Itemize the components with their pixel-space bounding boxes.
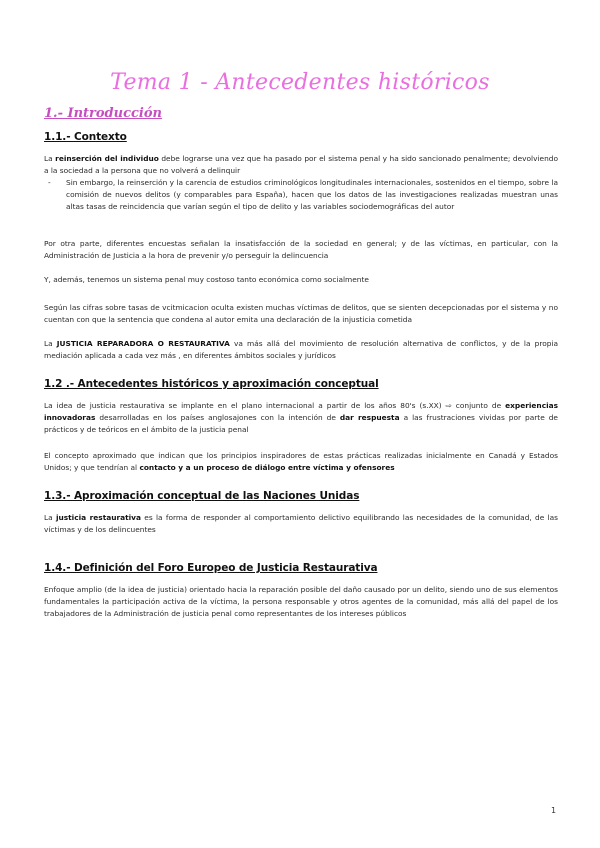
paragraph-justicia-reparadora	[44, 338, 558, 362]
page-number: 1	[551, 806, 557, 815]
paragraph-encuestas: Por otra parte, diferentes encuestas señalan la insatisfacción de la sociedad en general; y de las víctimas, en particular, con la Administración de Justicia a la hora de prevenir y/o perseguir la delincuencia	[44, 239, 558, 260]
text: La	[44, 513, 53, 522]
bold-text: experiencias innovadoras	[44, 401, 558, 422]
text: debe lograrse una vez que ha pasado por el sistema penal y ha sido sancionado penalmente; devolviendo a la sociedad a la persona que no volverá a delinquir	[44, 154, 558, 175]
bold-text: JUSTICIA REPARADORA O RESTAURATIVA	[56, 339, 230, 348]
text: es la forma de responder al comportamiento delictivo equilibrando las necesidades de la comunidad, de las víctimas y de los delincuentes	[44, 513, 558, 534]
dash-bullet: -	[48, 178, 51, 187]
subheading-contexto: 1.1.- Contexto	[44, 131, 127, 143]
subheading-antecedentes: 1.2 .- Antecedentes históricos y aproximación conceptual	[44, 378, 379, 390]
text: desarrolladas en los países anglosajones con la intención de	[99, 413, 336, 422]
paragraph-enfoque-amplio: Enfoque amplio (de la idea de justicia) orientado hacia la reparación posible del daño causado por un delito, siendo uno de sus elementos fundamentales la participación activa de la víctima, la persona responsable y otros agentes de la comunidad, más allá del papel de los trabajadores de la Administración de justicia penal como representantes de los intereses públicos	[44, 585, 558, 618]
subheading-naciones-unidas: 1.3.- Aproximación conceptual de las Naciones Unidas	[44, 490, 360, 502]
text: La	[44, 339, 53, 348]
text: La idea de justicia restaurativa se implante en el plano internacional a partir de los años 80's (s.XX) ⇨ conjunto de	[44, 401, 502, 410]
list-item	[48, 177, 558, 213]
list-item-text: Sin embargo, la reinserción y la carencia de estudios criminológicos longitudinales internacionales, sostenidos en el tiempo, sobre la comisión de nuevos delitos (y comparables para España), hacen que los datos de las investigaciones realizadas muestran unas altas tasas de reincidencia que varían según el tipo de delito y las variables sociodemográficas del autor	[66, 178, 558, 211]
subheading-foro-europeo: 1.4.- Definición del Foro Europeo de Justicia Restaurativa	[44, 562, 378, 574]
section-heading-text: 1.- Introducción	[44, 106, 162, 121]
paragraph-concepto	[44, 450, 558, 474]
bold-text: justicia restaurativa	[55, 513, 141, 522]
bold-text: dar respuesta	[339, 413, 400, 422]
text: La	[44, 154, 53, 163]
paragraph-cifras: Según las cifras sobre tasas de vcitmicacion oculta existen muchas víctimas de delitos, que se sienten decepcionadas por el sistema y no cuentan con que la sentencia que condena al autor emita una declaración de la injusticia cometida	[44, 303, 558, 324]
paragraph-reinsercion	[44, 153, 558, 177]
bold-text: contacto y a un proceso de diálogo entre víctima y ofensores	[139, 463, 395, 472]
text: a las frustraciones vividas por parte de prácticos y de teóricos en el ámbito de la justicia penal	[44, 413, 558, 434]
section-heading-introduccion	[44, 106, 162, 121]
page-title: Tema 1 - Antecedentes históricos	[110, 70, 490, 95]
paragraph-costoso: Y, además, tenemos un sistema penal muy costoso tanto económica como socialmente	[44, 275, 369, 284]
paragraph-justicia-restaurativa	[44, 512, 558, 536]
bold-text: reinserción del individuo	[55, 154, 159, 163]
paragraph-idea-justicia	[44, 400, 558, 436]
text: El concepto aproximado que indican que los principios inspiradores de estas prácticas realizadas inicialmente en Canadá y Estados Unidos; y que tendrían al	[44, 451, 558, 472]
text: va más allá del movimiento de resolución alternativa de conflictos, y de la propia mediación aplicada a cada vez más , en diferentes ámbitos sociales y jurídicos	[44, 339, 558, 360]
